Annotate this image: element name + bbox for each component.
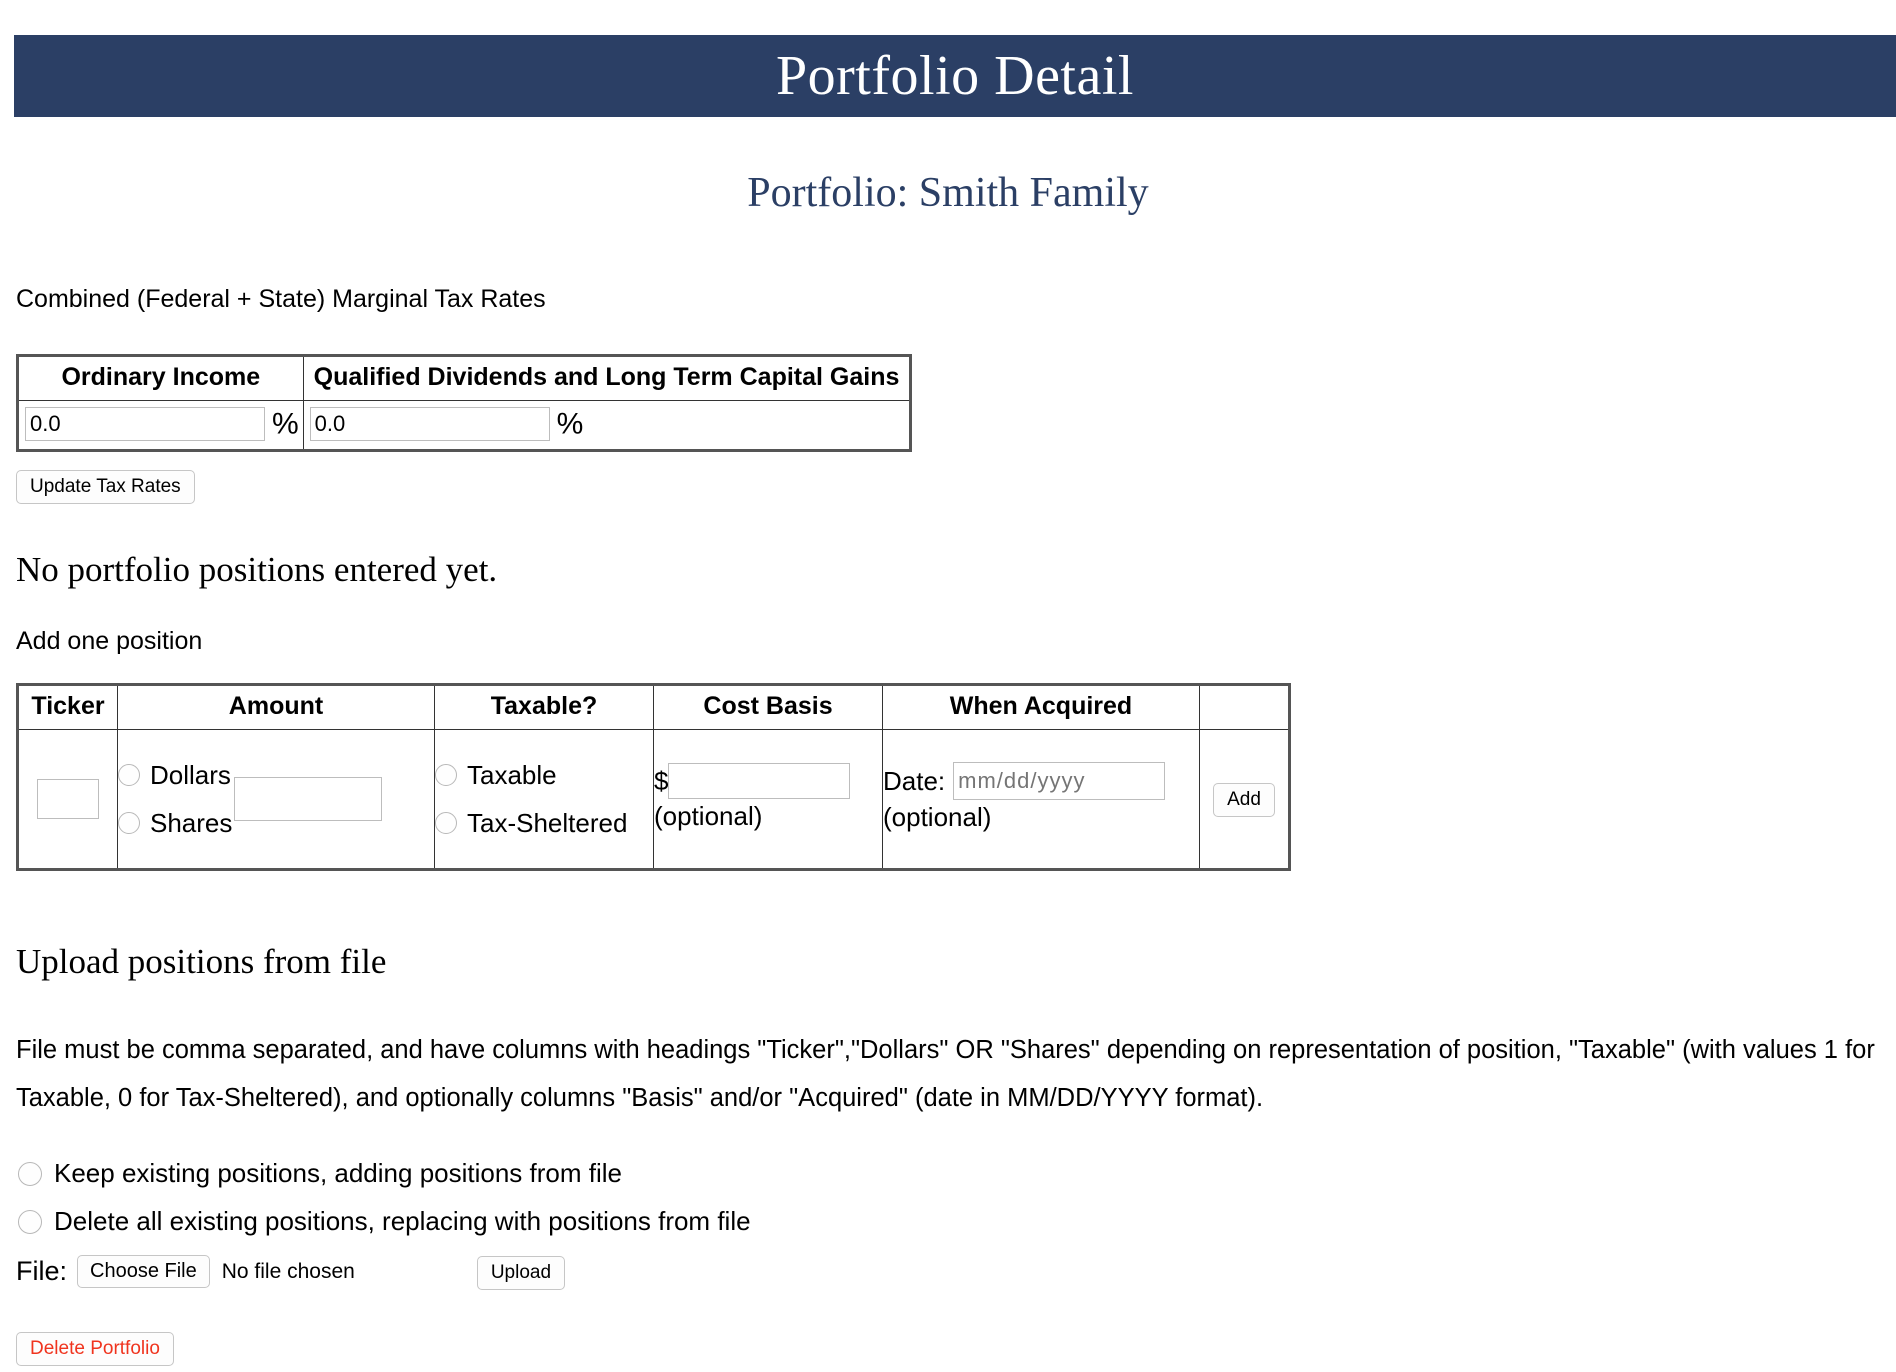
no-file-chosen-text: No file chosen (221, 1259, 355, 1283)
table-header-row (18, 685, 1290, 730)
taxable-option-sheltered[interactable] (435, 799, 653, 847)
ordinary-income-input[interactable] (25, 407, 265, 441)
shares-label: Shares (150, 807, 233, 838)
update-tax-rates-button[interactable]: Update Tax Rates (16, 470, 195, 504)
table-row (18, 401, 911, 451)
percent-symbol-ordinary: % (271, 407, 299, 441)
keep-existing-label: Keep existing positions, adding positions from file (54, 1158, 622, 1188)
qualified-dividends-input[interactable] (310, 407, 550, 441)
taxable-radio[interactable] (435, 764, 457, 786)
portfolio-subtitle: Portfolio: Smith Family (747, 170, 1149, 216)
page-header-bar (14, 35, 1896, 117)
add-one-position-label: Add one position (16, 627, 203, 655)
column-header-when-acquired: When Acquired (883, 685, 1200, 730)
choose-file-button[interactable]: Choose File (77, 1255, 210, 1288)
tax-rates-table (16, 354, 912, 452)
column-header-action (1200, 685, 1290, 730)
dollars-radio[interactable] (118, 764, 140, 786)
amount-option-shares[interactable] (118, 799, 232, 847)
add-action-cell (1200, 730, 1290, 870)
shares-radio[interactable] (118, 812, 140, 834)
amount-option-dollars[interactable] (118, 751, 232, 799)
tax-sheltered-radio[interactable] (435, 812, 457, 834)
taxable-cell (435, 730, 654, 870)
upload-button[interactable]: Upload (477, 1256, 565, 1290)
ticker-cell (18, 730, 118, 870)
delete-existing-label: Delete all existing positions, replacing with positions from file (54, 1206, 751, 1236)
upload-mode-keep[interactable] (18, 1158, 622, 1189)
dollars-label: Dollars (150, 759, 231, 790)
file-input[interactable] (77, 1255, 355, 1288)
table-header-row (18, 356, 911, 401)
upload-description: File must be comma separated, and have columns with headings "Ticker","Dollars" OR "Shares" depending on representation of position, "Taxable" (with values 1 for Taxable, 0 for Tax-Sheltered), and optionally columns "Basis" and/or "Acquired" (date in MM/DD/YYYY format). (16, 1036, 1875, 1112)
amount-input[interactable] (234, 777, 382, 821)
taxable-option-taxable[interactable] (435, 751, 653, 799)
upload-button-container (477, 1254, 565, 1290)
no-positions-message: No portfolio positions entered yet. (16, 550, 498, 589)
keep-existing-radio[interactable] (18, 1162, 42, 1186)
table-row (18, 730, 1290, 870)
acquired-date-input[interactable] (953, 762, 1165, 800)
column-header-amount: Amount (118, 685, 435, 730)
qualified-dividends-cell (303, 401, 911, 451)
column-header-cost-basis: Cost Basis (654, 685, 883, 730)
upload-mode-replace[interactable] (18, 1206, 751, 1237)
tax-rates-section-label: Combined (Federal + State) Marginal Tax Rates (16, 285, 546, 313)
dollar-sign: $ (654, 765, 669, 796)
delete-existing-radio[interactable] (18, 1210, 42, 1234)
cost-basis-input[interactable] (668, 763, 850, 799)
when-acquired-optional-note: (optional) (883, 802, 992, 833)
cost-basis-cell (654, 730, 883, 870)
percent-symbol-qualified: % (556, 407, 584, 441)
cost-basis-optional-note: (optional) (654, 801, 763, 832)
taxable-label: Taxable (467, 759, 557, 790)
add-position-button[interactable]: Add (1213, 783, 1275, 817)
ordinary-income-cell (18, 401, 304, 451)
tax-sheltered-label: Tax-Sheltered (467, 807, 628, 838)
column-header-taxable: Taxable? (435, 685, 654, 730)
column-header-ticker: Ticker (18, 685, 118, 730)
when-acquired-cell (883, 730, 1200, 870)
column-header-qualified-dividends: Qualified Dividends and Long Term Capital Gains (303, 356, 911, 401)
upload-section-heading: Upload positions from file (16, 942, 387, 981)
ticker-input[interactable] (37, 779, 99, 819)
file-label: File: (16, 1256, 68, 1287)
update-tax-rates-container (16, 470, 195, 504)
date-label: Date: (883, 765, 946, 796)
file-upload-row (16, 1254, 565, 1290)
delete-portfolio-container (16, 1332, 174, 1366)
column-header-ordinary-income: Ordinary Income (18, 356, 304, 401)
amount-cell (118, 730, 435, 870)
page-title: Portfolio Detail (776, 45, 1134, 107)
delete-portfolio-button[interactable]: Delete Portfolio (16, 1332, 174, 1366)
add-position-table (16, 683, 1291, 871)
